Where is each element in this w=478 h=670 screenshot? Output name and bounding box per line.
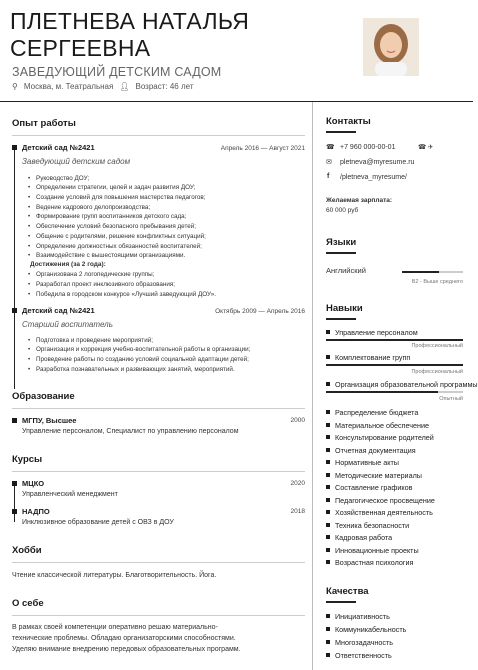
quality-item: Инициативность xyxy=(326,612,390,621)
job-duty: • Руководство ДОУ; xyxy=(28,175,89,182)
profile-photo xyxy=(363,18,419,76)
skills-heading: Навыки xyxy=(326,303,363,314)
skill-item: Распределение бюджета xyxy=(326,408,418,417)
job-achievement: • Организована 2 логопедические группы; xyxy=(28,271,154,278)
skill-item: Отчетная документация xyxy=(326,446,416,455)
skill-rated: Комплектование групп xyxy=(326,353,410,362)
skill-item: Консультирование родителей xyxy=(326,433,434,442)
skill-item: Возрастная психология xyxy=(326,558,413,567)
language-bar-fill xyxy=(402,271,439,273)
job-duty: • Обеспечение условий безопасного пребывания детей; xyxy=(28,223,196,230)
age: Возраст: 46 лет xyxy=(135,82,194,91)
experience-heading: Опыт работы xyxy=(12,118,76,129)
hobbies-divider xyxy=(12,562,305,563)
courses-divider xyxy=(12,471,305,472)
about-line: В рамках своей компетенции оперативно решаю материально- xyxy=(12,624,218,631)
header-divider xyxy=(0,101,473,102)
job-duty: • Общение с родителями, решение конфликтных ситуаций; xyxy=(28,233,206,240)
job-duty: • Определении стратегии, целей и задач развития ДОУ; xyxy=(28,184,196,191)
location-pin-icon: ⚲ xyxy=(12,82,18,91)
quality-item: Коммуникабельность xyxy=(326,625,406,634)
course-year: 2018 xyxy=(290,508,305,515)
skill-item: Составление графиков xyxy=(326,483,412,492)
experience-divider xyxy=(12,135,305,136)
experience-timeline xyxy=(14,147,15,389)
timeline-marker xyxy=(12,418,17,423)
timeline-marker xyxy=(12,481,17,486)
hobbies-text: Чтение классической литературы. Благотворительность. Йога. xyxy=(12,572,217,579)
job-dates: Октябрь 2009 — Апрель 2016 xyxy=(215,308,305,315)
timeline-marker xyxy=(12,308,17,313)
job-duty: • Подготовка и проведение мероприятий; xyxy=(28,337,153,344)
quality-item: Ответственность xyxy=(326,651,392,660)
timeline-marker xyxy=(12,145,17,150)
languages-heading: Языки xyxy=(326,237,357,248)
quality-item: Многозадачность xyxy=(326,638,393,647)
course-org: НАДПО xyxy=(22,507,50,516)
language-name: Английский xyxy=(326,266,366,275)
email-icon: ✉ xyxy=(326,159,332,166)
about-divider xyxy=(12,615,305,616)
phone-number[interactable]: +7 960 000-00-01 xyxy=(340,144,396,151)
job-duty: • Разработка познавательных и развивающих занятий, мероприятий. xyxy=(28,366,235,373)
job-duty: • Проведение работы по созданию условий социальной адаптации детей; xyxy=(28,356,249,363)
achievements-title: Достижения (за 2 года): xyxy=(30,261,106,268)
job-role: Старший воспитатель xyxy=(22,320,113,329)
location: Москва, м. Театральная xyxy=(23,82,114,91)
job-duty: • Взаимодействие с вышестоящими организациями. xyxy=(28,252,185,259)
qualities-heading: Качества xyxy=(326,586,369,597)
job-duty: • Ведение кадрового делопроизводства; xyxy=(28,204,150,211)
skill-level: Профессиональный xyxy=(411,343,463,349)
about-line: Уделяю внимание внедрению передовых образовательных программ. xyxy=(12,646,241,653)
job-achievement: • Разработал проект инклюзивного образования; xyxy=(28,281,175,288)
education-divider xyxy=(12,408,305,409)
courses-timeline xyxy=(14,484,15,522)
qualities-underline xyxy=(326,601,356,603)
contacts-heading: Контакты xyxy=(326,116,371,127)
name-line-1: ПЛЕТНЕВА НАТАЛЬЯ xyxy=(10,8,250,34)
course-org: МЦКО xyxy=(22,479,45,488)
about-line: технические проблемы. Обладаю организаторскими способностями. xyxy=(12,635,236,642)
education-heading: Образование xyxy=(12,391,75,402)
phone-icon: ☎ xyxy=(326,144,335,151)
courses-heading: Курсы xyxy=(12,454,43,465)
job-duty: • Определение должностных обязанностей воспитателей; xyxy=(28,243,202,250)
salary-value: 60 000 руб xyxy=(326,207,359,214)
about-heading: О себе xyxy=(12,598,44,609)
desired-position: ЗАВЕДУЮЩИЙ ДЕТСКИМ САДОМ xyxy=(12,65,222,79)
skill-item: Методические материалы xyxy=(326,471,422,480)
skill-level: Опытный xyxy=(439,396,463,402)
skill-item: Материальное обеспечение xyxy=(326,421,429,430)
course-desc: Управленческий менеджмент xyxy=(22,491,118,498)
salary-label: Желаемая зарплата: xyxy=(326,197,393,204)
skill-item: Кадровая работа xyxy=(326,533,392,542)
candidate-name xyxy=(10,8,350,62)
job-company: Детский сад №2421 xyxy=(22,143,95,152)
facebook-icon: f xyxy=(327,173,330,180)
messenger-icons: ☎ ✈ xyxy=(418,144,434,151)
course-year: 2020 xyxy=(290,480,305,487)
person-icon: 👤︎ xyxy=(119,82,130,91)
personal-meta xyxy=(12,82,194,91)
education-desc: Управление персоналом, Специалист по управлению персоналом xyxy=(22,428,239,435)
social-link[interactable]: /pletneva_myresume/ xyxy=(340,174,407,181)
skill-level-bar xyxy=(326,339,463,341)
skill-level-bar xyxy=(326,364,463,366)
job-company: Детский сад №2421 xyxy=(22,306,95,315)
hobbies-heading: Хобби xyxy=(12,545,42,556)
job-dates: Апрель 2016 — Август 2021 xyxy=(220,145,305,152)
skill-item: Хозяйственная деятельность xyxy=(326,508,433,517)
skill-level-track xyxy=(438,391,463,393)
timeline-marker xyxy=(12,509,17,514)
languages-underline xyxy=(326,252,356,254)
job-achievement: • Победила в городском конкурсе «Лучший заведующий ДОУ». xyxy=(28,291,216,298)
skill-rated: Управление персоналом xyxy=(326,328,418,337)
course-desc: Инклюзивное образование детей с ОВЗ в ДОУ xyxy=(22,519,174,526)
job-duty: • Формирование групп воспитанников детского сада; xyxy=(28,213,186,220)
language-level: B2 - Выше среднего xyxy=(411,279,463,285)
job-duty: • Создание условий для повышения мастерства педагогов; xyxy=(28,194,205,201)
skill-item: Техника безопасности xyxy=(326,521,409,530)
skill-rated: Организация образовательной программы xyxy=(326,380,463,389)
job-duty: • Организация и коррекция учебно-воспитательной работы в организации; xyxy=(28,346,250,353)
contacts-underline xyxy=(326,131,356,133)
name-line-2: СЕРГЕЕВНА xyxy=(10,35,151,61)
education-year: 2000 xyxy=(290,417,305,424)
education-org: МГПУ, Высшее xyxy=(22,416,77,425)
skill-item: Инновационные проекты xyxy=(326,546,419,555)
email[interactable]: pletneva@myresume.ru xyxy=(340,159,415,166)
skill-item: Нормативные акты xyxy=(326,458,399,467)
column-divider xyxy=(312,102,313,670)
skill-item: Педагогическое просвещение xyxy=(326,496,435,505)
skill-level: Профессиональный xyxy=(411,369,463,375)
job-role: Заведующий детским садом xyxy=(22,157,131,166)
skills-underline xyxy=(326,318,356,320)
skill-level-bar xyxy=(326,391,438,393)
